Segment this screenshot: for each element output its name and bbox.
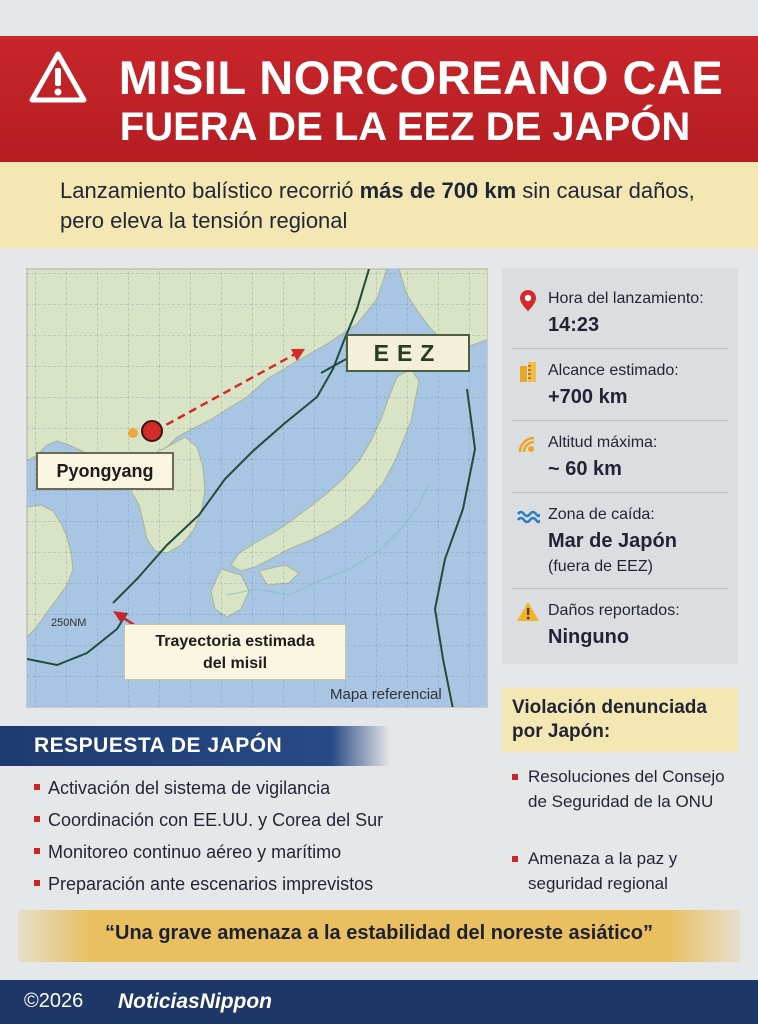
trajectory-label-line-2: del misil (202, 655, 268, 672)
response-title: RESPUESTA DE JAPÓN (34, 734, 283, 757)
water-waves-icon (516, 504, 540, 528)
info-note: (fuera de EEZ) (548, 558, 653, 575)
info-value: Ninguno (548, 626, 630, 648)
info-label: Daños reportados: (548, 602, 680, 619)
violation-item (512, 846, 712, 896)
bullet-marker (34, 880, 40, 886)
quote-band (18, 910, 740, 962)
trajectory-label-line-1: Trayectoria estimada (155, 633, 315, 650)
bullet-marker (34, 816, 40, 822)
divider (512, 420, 728, 421)
bullet-marker (512, 774, 518, 780)
launch-site-marker (128, 428, 138, 438)
bullet-marker (34, 784, 40, 790)
subtitle-emphasis: más de 700 km (359, 178, 517, 203)
info-value: ~ 60 km (548, 458, 622, 480)
response-item (34, 778, 330, 799)
response-item-text: Activación del sistema de vigilancia (48, 778, 331, 798)
subtitle (60, 176, 730, 236)
footer (0, 980, 758, 1024)
info-label: Alcance estimado: (548, 362, 679, 379)
quote-text: “Una grave amenaza a la estabilidad del noreste asiático” (105, 922, 653, 944)
divider (512, 588, 728, 589)
brand-name: NoticiasNippon (118, 990, 273, 1013)
launch-point-marker (142, 421, 162, 441)
bullet-marker (512, 856, 518, 862)
subtitle-band (0, 162, 758, 248)
map-pin-icon (516, 288, 540, 312)
warning-triangle-icon (28, 50, 88, 106)
ruler-icon (516, 360, 540, 384)
info-value: 14:23 (548, 314, 600, 336)
warning-icon (516, 600, 540, 624)
info-value: +700 km (548, 386, 628, 408)
divider (512, 492, 728, 493)
trajectory-label (124, 624, 346, 680)
headline-line-2: FUERA DE LA EEZ DE JAPÓN (119, 105, 691, 149)
bullet-marker (34, 848, 40, 854)
altitude-signal-icon (516, 432, 540, 456)
info-label: Hora del lanzamiento: (548, 290, 704, 307)
info-panel (502, 268, 738, 664)
response-item (34, 810, 383, 831)
eez-label: EEZ (346, 334, 470, 372)
subtitle-part-2: sin causar daños, pero eleva la tensión regional (60, 178, 695, 233)
response-header (0, 726, 390, 766)
violation-item (512, 764, 732, 814)
headline-line-1: MISIL NORCOREANO CAE (118, 51, 724, 104)
header-banner (0, 36, 758, 162)
violation-title: Violación denunciada por Japón: (512, 697, 707, 742)
map-scale-label: 250NM (51, 617, 87, 629)
response-item (34, 874, 373, 895)
info-label: Altitud máxima: (548, 434, 658, 451)
violation-item-text: Resoluciones del Consejo de Seguridad de la ONU (528, 767, 725, 811)
copyright: ©2026 (24, 990, 84, 1012)
response-item-text: Coordinación con EE.UU. y Corea del Sur (48, 810, 384, 830)
violation-header (502, 688, 738, 752)
response-item-text: Monitoreo continuo aéreo y marítimo (48, 842, 342, 862)
violation-item-text: Amenaza a la paz y seguridad regional (528, 849, 678, 893)
response-item-text: Preparación ante escenarios imprevistos (48, 874, 374, 894)
response-item (34, 842, 341, 863)
info-label: Zona de caída: (548, 506, 655, 523)
info-value: Mar de Japón (548, 530, 677, 552)
divider (512, 348, 728, 349)
city-label-pyongyang: Pyongyang (36, 452, 174, 490)
map-reference-note: Mapa referencial (330, 686, 442, 703)
subtitle-part-1: Lanzamiento balístico recorrió (60, 178, 360, 203)
